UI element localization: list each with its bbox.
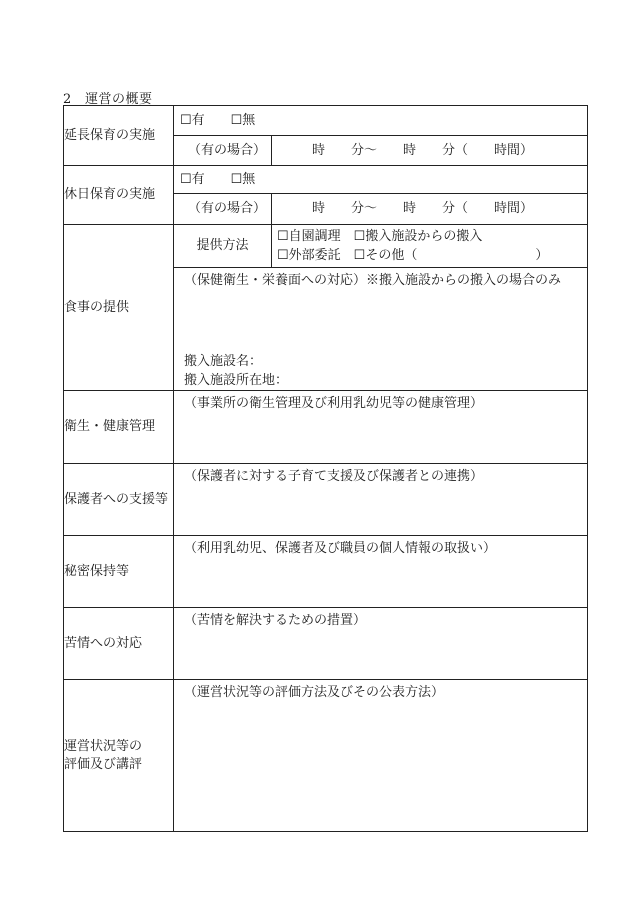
meal-outsourced-checkbox[interactable]: ☐外部委託 — [277, 248, 341, 263]
holiday-care-options — [174, 166, 588, 194]
meal-self-cooked-checkbox[interactable]: ☐自園調理 — [277, 229, 341, 244]
facility-name-label: 搬入施設名： — [184, 354, 263, 369]
section-number: 2 — [63, 92, 72, 107]
evaluation-label-line2: 評価及び講評 — [64, 756, 143, 772]
evaluation-label — [64, 680, 174, 832]
meal-method-options — [272, 225, 588, 268]
hygiene-health-note: （事業所の衛生管理及び利用乳幼児等の健康管理） — [184, 396, 484, 411]
meals-label: 食事の提供 — [64, 225, 174, 391]
extended-care-no-checkbox[interactable]: ☐無 — [230, 112, 256, 128]
holiday-care-yes-checkbox[interactable]: ☐有 — [180, 171, 205, 187]
parent-support-label: 保護者への支援等 — [64, 464, 174, 536]
complaints-label: 苦情への対応 — [64, 608, 174, 680]
confidentiality-field[interactable] — [174, 536, 588, 608]
hygiene-health-field[interactable] — [174, 391, 588, 464]
operation-overview-table — [63, 105, 588, 832]
extended-care-options — [174, 106, 588, 136]
confidentiality-note: （利用乳幼児、保護者及び職員の個人情報の取扱い） — [184, 541, 497, 556]
extended-care-label: 延長保育の実施 — [64, 106, 174, 166]
evaluation-field[interactable] — [174, 680, 588, 832]
holiday-care-no-checkbox[interactable]: ☐無 — [230, 171, 256, 187]
parent-support-field[interactable] — [174, 464, 588, 536]
evaluation-label-line1: 運営状況等の — [64, 738, 143, 754]
confidentiality-label: 秘密保持等 — [64, 536, 174, 608]
holiday-care-time-field[interactable]: 時 分～ 時 分（ 時間） — [272, 194, 588, 225]
complaints-field[interactable] — [174, 608, 588, 680]
meal-hygiene-note: （保健衛生・栄養面への対応）※搬入施設からの搬入の場合のみ — [184, 273, 562, 288]
evaluation-note: （運営状況等の評価方法及びその公表方法） — [184, 685, 445, 700]
meal-method-label: 提供方法 — [174, 225, 272, 268]
hygiene-health-label: 衛生・健康管理 — [64, 391, 174, 464]
facility-address-label: 搬入施設所在地： — [184, 373, 289, 388]
holiday-care-case-label: （有の場合） — [174, 194, 272, 225]
meal-other-checkbox[interactable]: ☐その他（ — [353, 248, 418, 263]
extended-care-case-label: （有の場合） — [174, 136, 272, 166]
holiday-care-label: 休日保育の実施 — [64, 166, 174, 225]
meal-hygiene-field[interactable] — [174, 268, 588, 391]
complaints-note: （苦情を解決するための措置） — [184, 613, 367, 628]
parent-support-note: （保護者に対する子育て支援及び保護者との連携） — [184, 469, 484, 484]
meal-delivered-checkbox[interactable]: ☐搬入施設からの搬入 — [353, 229, 483, 244]
extended-care-time-field[interactable]: 時 分～ 時 分（ 時間） — [272, 136, 588, 166]
extended-care-yes-checkbox[interactable]: ☐有 — [180, 112, 205, 128]
meal-other-close: ） — [535, 248, 549, 263]
section-title-text: 運営の概要 — [85, 92, 153, 107]
